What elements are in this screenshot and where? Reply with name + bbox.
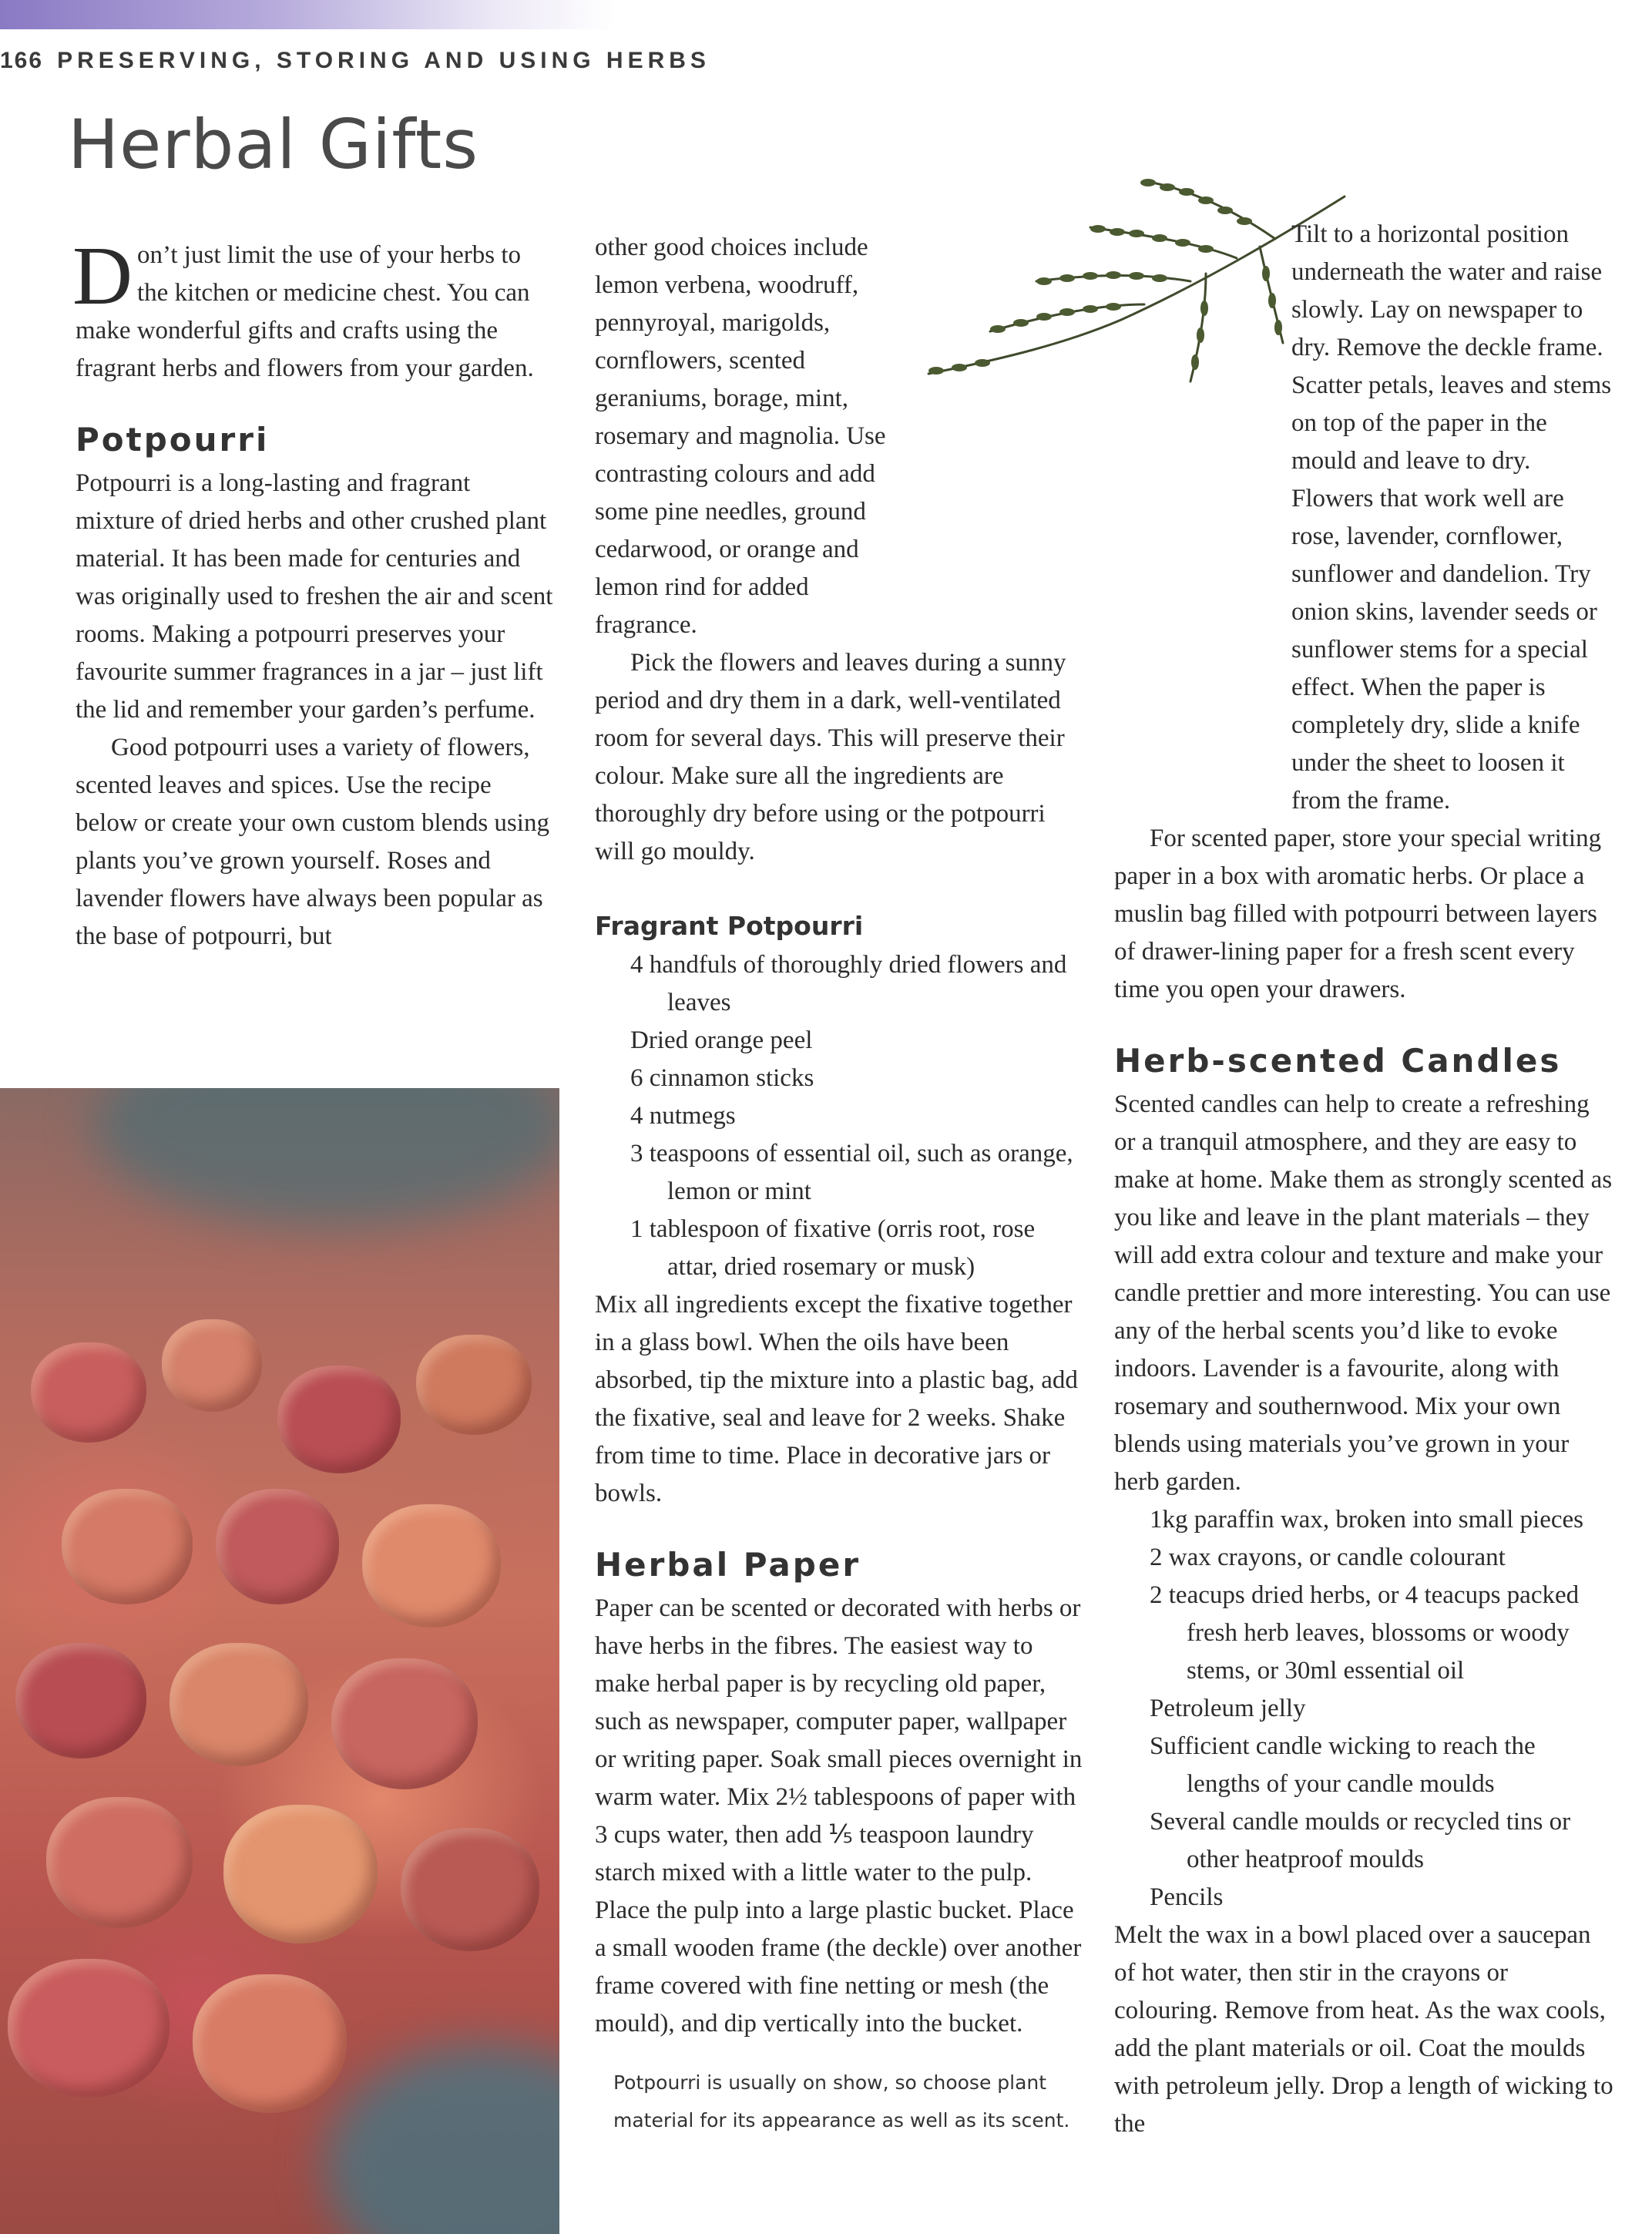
- ingredient-item: 4 handfuls of thoroughly dried flowers and leaves: [630, 951, 1067, 1016]
- ingredient-item: Pencils: [1150, 1883, 1224, 1911]
- ingredient-item: Dried orange peel: [630, 1026, 813, 1054]
- herbal-paper-heading: Herbal Paper: [595, 1546, 861, 1584]
- ingredient-item: 1kg paraffin wax, broken into small pieces: [1150, 1506, 1583, 1534]
- ingredient-item: 2 wax crayons, or candle colourant: [1150, 1544, 1506, 1571]
- running-head: [0, 48, 710, 74]
- ingredient-item: 1 tablespoon of fixative (orris root, rose attar, dried rosemary or musk): [630, 1215, 1036, 1281]
- ingredient-item: 4 nutmegs: [630, 1102, 736, 1130]
- candles-heading: Herb-scented Candles: [1114, 1042, 1562, 1080]
- herbal-paper-paragraph-1-continued: Tilt to a horizontal position underneath the water and raise slowly. Lay on newspaper to dry. Remove the deckle frame. Scatter petals, leaves and stems on top of the paper in the mould and leave to dry. Flowers that work well are rose, lavender, cornflower, sunflower and dandelion. Try onion skins, lavender seeds or sunflower stems for a special effect. When the paper is completely dry, slide a knife under the sheet to loosen it from the frame.: [1291, 220, 1612, 815]
- page-number: 166: [0, 48, 44, 73]
- photo-caption: Potpourri is usually on show, so choose plant material for its appearance as well as its scent.: [613, 2071, 1070, 2132]
- column-middle: [595, 229, 1088, 2043]
- candles-method: Melt the wax in a bowl placed over a saucepan of hot water, then stir in the crayons or colouring. Remove from heat. As the wax cools, add the plant materials or oil. Coat the moulds with petroleum jelly. Drop a length of wicking to the: [1114, 1921, 1613, 2138]
- ingredient-item: Several candle moulds or recycled tins or other heatproof moulds: [1150, 1808, 1571, 1873]
- ingredient-item: 2 teacups dried herbs, or 4 teacups packed fresh herb leaves, blossoms or woody stems, or 30ml essential oil: [1150, 1581, 1580, 1685]
- potpourri-paragraph-3: Pick the flowers and leaves during a sunny period and dry them in a dark, well-ventilated room for several days. This will preserve their colour. Make sure all the ingredients are thoroughly dry before using or the potpourri will go mouldy.: [595, 649, 1066, 865]
- candles-paragraph-1: Scented candles can help to create a refreshing or a tranquil atmosphere, and they are easy to make at home. Make them as strongly scented as you like and leave in the plant materials – they will add extra colour and texture and make your candle prettier and more interesting. You can use any of the herbal scents you’d like to evoke indoors. Lavender is a favourite, along with rosemary and southernwood. Mix your own blends using materials you’ve grown in your herb garden.: [1114, 1090, 1613, 1496]
- running-title: PRESERVING, STORING AND USING HERBS: [57, 48, 710, 73]
- ingredient-item: 3 teaspoons of essential oil, such as orange, lemon or mint: [630, 1140, 1073, 1205]
- herbal-paper-paragraph-1: Paper can be scented or decorated with herbs or have herbs in the fibres. The easiest way to make herbal paper is by recycling old paper, such as newspaper, computer paper, wallpaper or writing paper. Soak small pieces overnight in warm water. Mix 2½ tablespoons of paper with 3 cups water, then add ⅕ teaspoon laundry starch mixed with a little water to the pulp. Place the pulp into a large plastic bucket. Place a small wooden frame (the deckle) over another frame covered with fine netting or mesh (the mould), and dip vertically into the bucket.: [595, 1594, 1083, 2037]
- herbal-paper-paragraph-2: For scented paper, store your special writing paper in a box with aromatic herbs. Or place a muslin bag filled with potpourri between layers of drawer-lining paper for a fresh scent every time you open your drawers.: [1114, 825, 1602, 1003]
- potpourri-paragraph-2-continued: other good choices include lemon verbena, woodruff, pennyroyal, marigolds, cornflowers, scented geraniums, borage, mint, rosemary and magnolia. Use contrasting colours and add some pine needles, ground cedarwood, or orange and lemon rind for added fragrance.: [595, 233, 886, 639]
- dried-rosebuds-photo: [0, 1088, 559, 2234]
- fragrant-potpourri-heading: Fragrant Potpourri: [595, 911, 864, 941]
- fragrant-potpourri-ingredients: [595, 946, 1088, 1286]
- top-color-bar: [0, 0, 616, 29]
- page-title: Herbal Gifts: [68, 105, 479, 184]
- ingredient-item: Petroleum jelly: [1150, 1695, 1306, 1722]
- candles-ingredients: [1114, 1501, 1615, 1917]
- potpourri-heading: Potpourri: [76, 421, 270, 459]
- column-left: [72, 230, 555, 956]
- intro-paragraph: Don’t just limit the use of your herbs to the kitchen or medicine chest. You can make wonderful gifts and crafts using the fragrant herbs and flowers from your garden.: [72, 230, 534, 382]
- ingredient-item: 6 cinnamon sticks: [630, 1064, 814, 1092]
- drop-cap: D: [72, 230, 133, 322]
- fragrant-potpourri-method: Mix all ingredients except the fixative together in a glass bowl. When the oils have been absorbed, tip the mixture into a plastic bag, add the fixative, seal and leave for 2 weeks. Shake from time to time. Place in decorative jars or bowls.: [595, 1291, 1078, 1507]
- potpourri-paragraph-1: Potpourri is a long-lasting and fragrant mixture of dried herbs and other crushed plant material. It has been made for centuries and was originally used to freshen the air and scent rooms. Making a potpourri preserves your favourite summer fragrances in a jar – just lift the lid and remember your garden’s perfume.: [76, 469, 553, 724]
- ingredient-item: Sufficient candle wicking to reach the lengths of your candle moulds: [1150, 1732, 1536, 1798]
- column-right: [1114, 216, 1615, 2143]
- potpourri-paragraph-2: Good potpourri uses a variety of flowers, scented leaves and spices. Use the recipe below or create your own custom blends using plants you’ve grown yourself. Roses and lavender flowers have always been popular as the base of potpourri, but: [76, 734, 549, 950]
